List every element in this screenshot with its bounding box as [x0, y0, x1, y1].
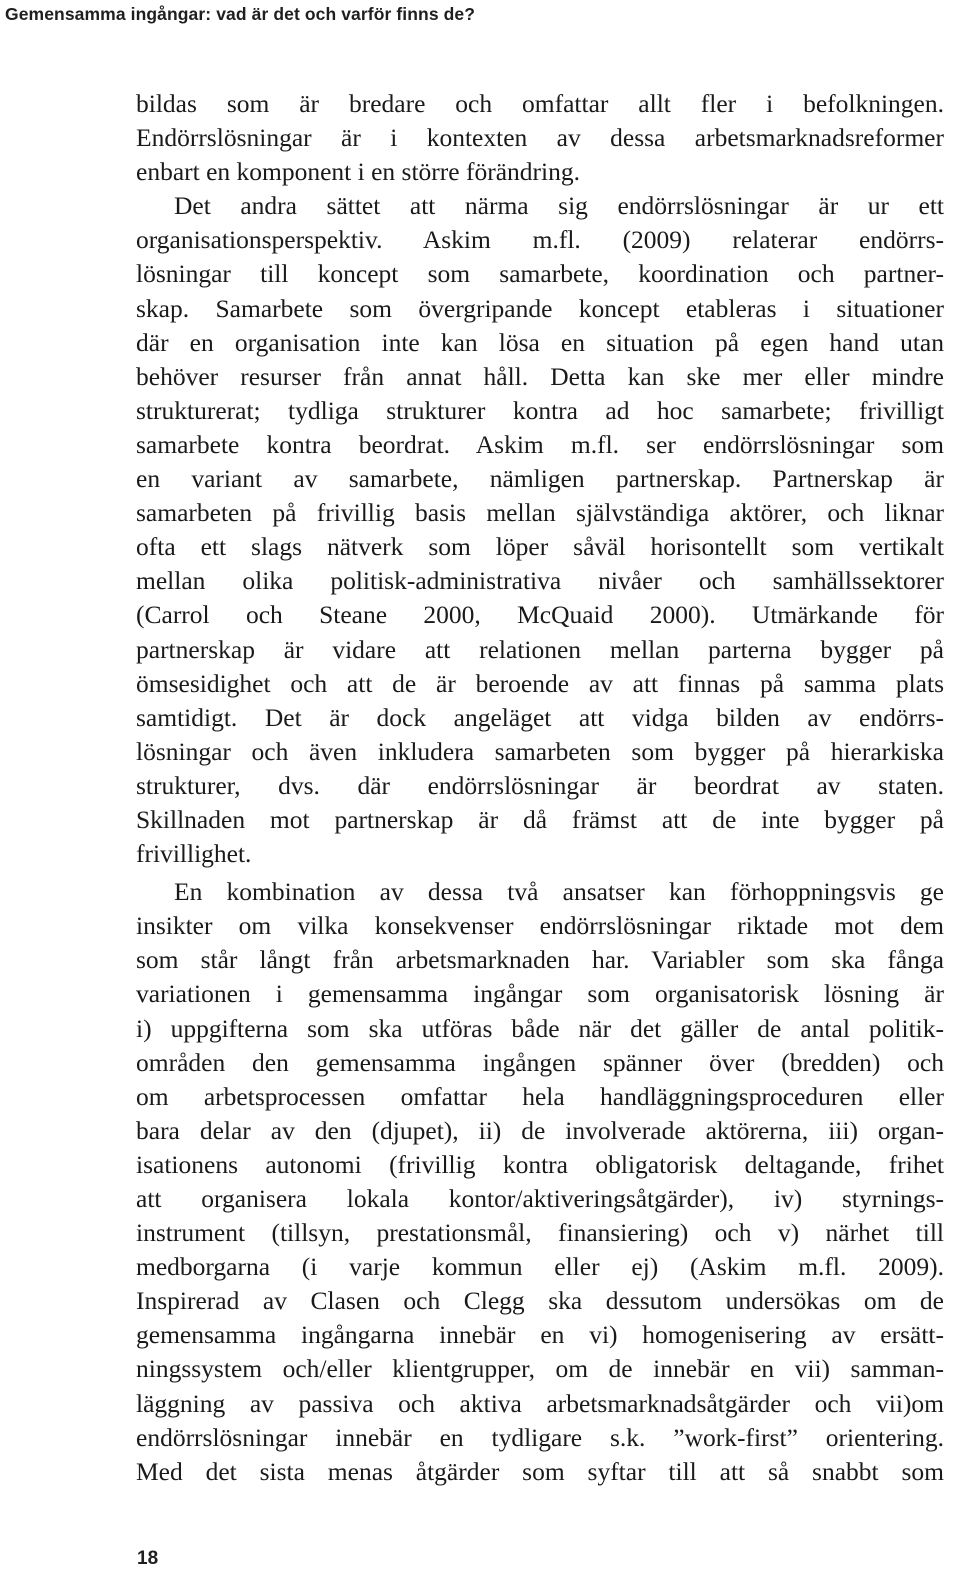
- text-line: partnerskap är vidare att relationen mellan parterna bygger på: [136, 634, 944, 664]
- text-line: Det andra sättet att närma sig endörrslösningar är ur ett: [174, 191, 944, 221]
- text-line: instrument (tillsyn, prestationsmål, finansiering) och v) närhet till: [136, 1218, 944, 1248]
- text-line: insikter om vilka konsekvenser endörrslösningar riktade mot dem: [136, 911, 944, 941]
- text-line: Endörrslösningar är i kontexten av dessa arbetsmarknadsreformer: [136, 123, 944, 153]
- text-line: ömsesidighet och att de är beroende av att finnas på samma plats: [136, 668, 944, 698]
- text-line: en variant av samarbete, nämligen partnerskap. Partnerskap är: [136, 464, 944, 494]
- text-line: variationen i gemensamma ingångar som organisatorisk lösning är: [136, 979, 944, 1009]
- text-line: samarbeten på frivillig basis mellan självständiga aktörer, och liknar: [136, 498, 944, 528]
- text-line: läggning av passiva och aktiva arbetsmarknadsåtgärder och vii)om: [136, 1388, 944, 1418]
- text-line: Skillnaden mot partnerskap är då främst att de inte bygger på: [136, 804, 944, 834]
- text-line: samtidigt. Det är dock angeläget att vidga bilden av endörrs-: [136, 702, 944, 732]
- text-line: strukturer, dvs. där endörrslösningar är beordrat av staten.: [136, 770, 944, 800]
- text-line: att organisera lokala kontor/aktiveringsåtgärder), iv) styrnings-: [136, 1184, 944, 1213]
- text-line: ningssystem och/eller klientgrupper, om de innebär en vii) samman-: [136, 1354, 944, 1384]
- text-line: samarbete kontra beordrat. Askim m.fl. ser endörrslösningar som: [136, 429, 944, 459]
- text-line: Inspirerad av Clasen och Clegg ska dessutom undersökas om de: [136, 1286, 944, 1316]
- text-line: bara delar av den (djupet), ii) de involverade aktörerna, iii) organ-: [136, 1115, 944, 1145]
- body-text: [136, 87, 944, 1489]
- paragraph: [136, 87, 944, 189]
- text-line: (Carrol och Steane 2000, McQuaid 2000). Utmärkande för: [136, 600, 944, 630]
- text-line: skap. Samarbete som övergripande koncept etableras i situationer: [136, 293, 944, 323]
- text-line: ofta ett slags nätverk som löper såväl horisontellt som vertikalt: [136, 532, 944, 562]
- text-line: om arbetsprocessen omfattar hela handläggningsproceduren eller: [136, 1081, 944, 1111]
- text-line: enbart en komponent i en större förändring.: [136, 157, 580, 187]
- text-line: där en organisation inte kan lösa en situation på egen hand utan: [136, 327, 944, 357]
- text-line: i) uppgifterna som ska utföras både när det gäller de antal politik-: [136, 1013, 944, 1043]
- text-line: områden den gemensamma ingången spänner över (bredden) och: [136, 1047, 944, 1077]
- text-line: isationens autonomi (frivillig kontra obligatorisk deltagande, frihet: [136, 1149, 944, 1179]
- text-line: endörrslösningar innebär en tydligare s.k. ”work-first” orientering.: [136, 1422, 944, 1452]
- text-line: organisationsperspektiv. Askim m.fl. (2009) relaterar endörrs-: [136, 225, 944, 255]
- text-line: som står långt från arbetsmarknaden har. Variabler som ska fånga: [136, 945, 944, 975]
- text-line: behöver resurser från annat håll. Detta kan ske mer eller mindre: [136, 361, 944, 391]
- text-line: Med det sista menas åtgärder som syftar till att så snabbt som: [136, 1456, 944, 1486]
- text-line: mellan olika politisk-administrativa nivåer och samhällssektorer: [136, 566, 944, 596]
- text-line: bildas som är bredare och omfattar allt fler i befolkningen.: [136, 89, 944, 118]
- paragraph: [136, 875, 944, 1489]
- text-line: lösningar till koncept som samarbete, koordination och partner-: [136, 259, 944, 289]
- text-line: strukturerat; tydliga strukturer kontra ad hoc samarbete; frivilligt: [136, 395, 944, 425]
- paragraph: [136, 189, 944, 871]
- running-header: Gemensamma ingångar: vad är det och varför finns de?: [5, 4, 476, 24]
- text-line: lösningar och även inkludera samarbeten som bygger på hierarkiska: [136, 736, 944, 766]
- text-line: frivillighet.: [136, 839, 252, 869]
- text-line: gemensamma ingångarna innebär en vi) homogenisering av ersätt-: [136, 1320, 944, 1350]
- text-line: medborgarna (i varje kommun eller ej) (Askim m.fl. 2009).: [136, 1252, 944, 1282]
- page-number: 18: [137, 1548, 159, 1569]
- text-line: En kombination av dessa två ansatser kan förhoppningsvis ge: [174, 877, 944, 907]
